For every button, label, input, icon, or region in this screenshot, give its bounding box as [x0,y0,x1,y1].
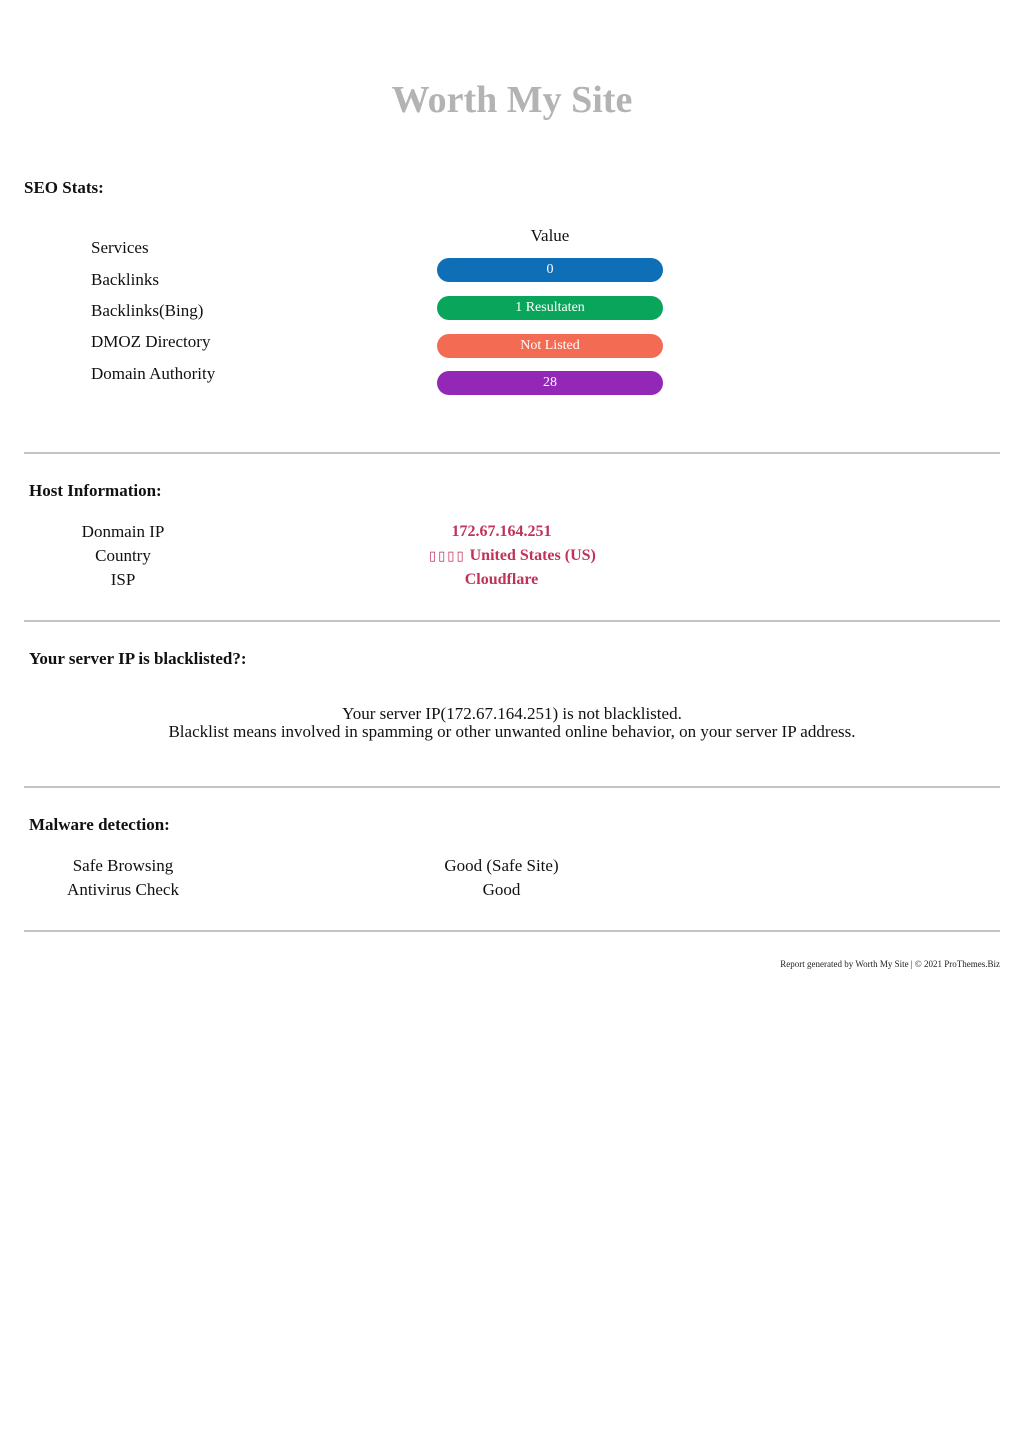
seo-value-domain-authority-badge: 28 [437,371,663,395]
malware-label-safe-browsing: Safe Browsing [72,856,174,875]
site-title: Worth My Site [391,79,633,121]
seo-label-backlinks-bing: Backlinks(Bing) [91,301,204,320]
section-divider [24,620,1000,622]
seo-label-domain-authority: Domain Authority [91,364,216,383]
host-value-country [380,547,720,565]
malware-value-safe-browsing: Good (Safe Site) [444,856,559,875]
host-information-heading: Host Information: [29,481,162,500]
blacklist-explanation-text: Blacklist means involved in spamming or other unwanted online behavior, on your server IP address. [168,722,856,741]
seo-stats-heading: SEO Stats: [24,178,104,197]
flag-icon: ▯▯▯▯ [429,549,466,564]
section-divider [24,452,1000,454]
seo-label-dmoz-directory: DMOZ Directory [91,332,211,351]
host-value-isp: Cloudflare [464,571,539,588]
seo-value-dmoz-badge: Not Listed [437,334,663,358]
seo-label-backlinks: Backlinks [91,270,159,289]
services-column-header: Services [91,238,149,257]
malware-label-antivirus-check: Antivirus Check [67,880,179,899]
report-footer: Report generated by Worth My Site | © 2021 ProThemes.Biz [780,959,1000,969]
host-label-domain-ip: Donmain IP [81,522,165,541]
section-divider [24,786,1000,788]
seo-value-backlinks-bing-badge: 1 Resultaten [437,296,663,320]
seo-value-backlinks-badge: 0 [437,258,663,282]
malware-value-antivirus-check: Good [482,880,521,899]
blacklist-heading: Your server IP is blacklisted?: [29,649,247,668]
malware-heading: Malware detection: [29,815,170,834]
host-label-country: Country [95,546,151,565]
value-column-header: Value [530,226,570,245]
blacklist-status-text: Your server IP(172.67.164.251) is not blacklisted. [342,704,682,723]
host-value-domain-ip: 172.67.164.251 [451,523,552,540]
host-value-country-text: United States (US) [469,547,596,564]
section-divider [24,930,1000,932]
host-label-isp: ISP [110,570,136,589]
